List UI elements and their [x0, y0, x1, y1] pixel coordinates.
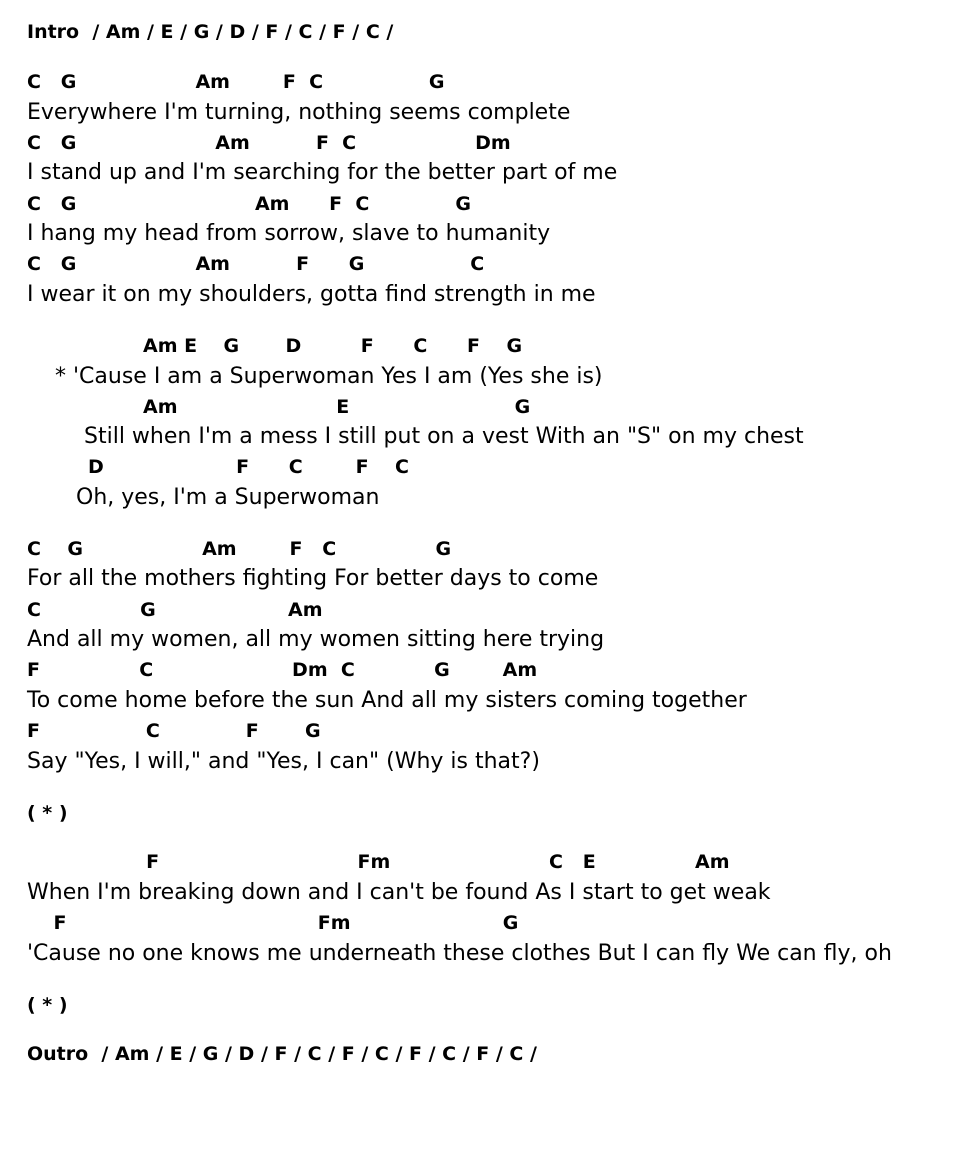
- bridge-chords-1: F Fm C E Am: [27, 851, 730, 873]
- verse2-chords-4: F C F G: [27, 720, 321, 742]
- verse1-chords-3: C G Am F C G: [27, 193, 471, 215]
- verse1-chords-2: C G Am F C Dm: [27, 132, 511, 154]
- chorus-chords-1: Am E G D F C F G: [143, 335, 523, 357]
- chorus-chords-2: Am E G: [143, 396, 531, 418]
- bridge-chords-2: F Fm G: [27, 912, 519, 934]
- chorus-chords-3: D F C F C: [88, 456, 409, 478]
- verse1-lyric-2: I stand up and I'm searching for the better part of me: [27, 160, 618, 185]
- verse1-chords-1: C G Am F C G: [27, 71, 445, 93]
- verse2-lyric-3: To come home before the sun And all my sisters coming together: [27, 688, 747, 713]
- intro-line: Intro / Am / E / G / D / F / C / F / C /: [27, 21, 394, 43]
- chorus-lyric-1: * 'Cause I am a Superwoman Yes I am (Yes she is): [55, 364, 603, 389]
- verse1-lyric-1: Everywhere I'm turning, nothing seems complete: [27, 100, 571, 125]
- bridge-lyric-2: 'Cause no one knows me underneath these clothes But I can fly We can fly, oh: [27, 941, 892, 966]
- verse2-chords-1: C G Am F C G: [27, 538, 452, 560]
- outro-line: Outro / Am / E / G / D / F / C / F / C / F / C / F / C /: [27, 1043, 537, 1065]
- bridge-lyric-1: When I'm breaking down and I can't be found As I start to get weak: [27, 880, 771, 905]
- verse1-lyric-3: I hang my head from sorrow, slave to humanity: [27, 221, 551, 246]
- verse2-chords-3: F C Dm C G Am: [27, 659, 538, 681]
- chorus-reference-2: ( * ): [27, 994, 68, 1016]
- verse2-chords-2: C G Am: [27, 599, 323, 621]
- chorus-lyric-2: Still when I'm a mess I still put on a vest With an "S" on my chest: [84, 424, 804, 449]
- verse2-lyric-4: Say "Yes, I will," and "Yes, I can" (Why is that?): [27, 749, 540, 774]
- verse1-chords-4: C G Am F G C: [27, 253, 485, 275]
- chorus-reference-1: ( * ): [27, 802, 68, 824]
- verse1-lyric-4: I wear it on my shoulders, gotta find strength in me: [27, 282, 596, 307]
- verse2-lyric-2: And all my women, all my women sitting here trying: [27, 627, 605, 652]
- chorus-lyric-3: Oh, yes, I'm a Superwoman: [76, 485, 380, 510]
- verse2-lyric-1: For all the mothers fighting For better days to come: [27, 566, 599, 591]
